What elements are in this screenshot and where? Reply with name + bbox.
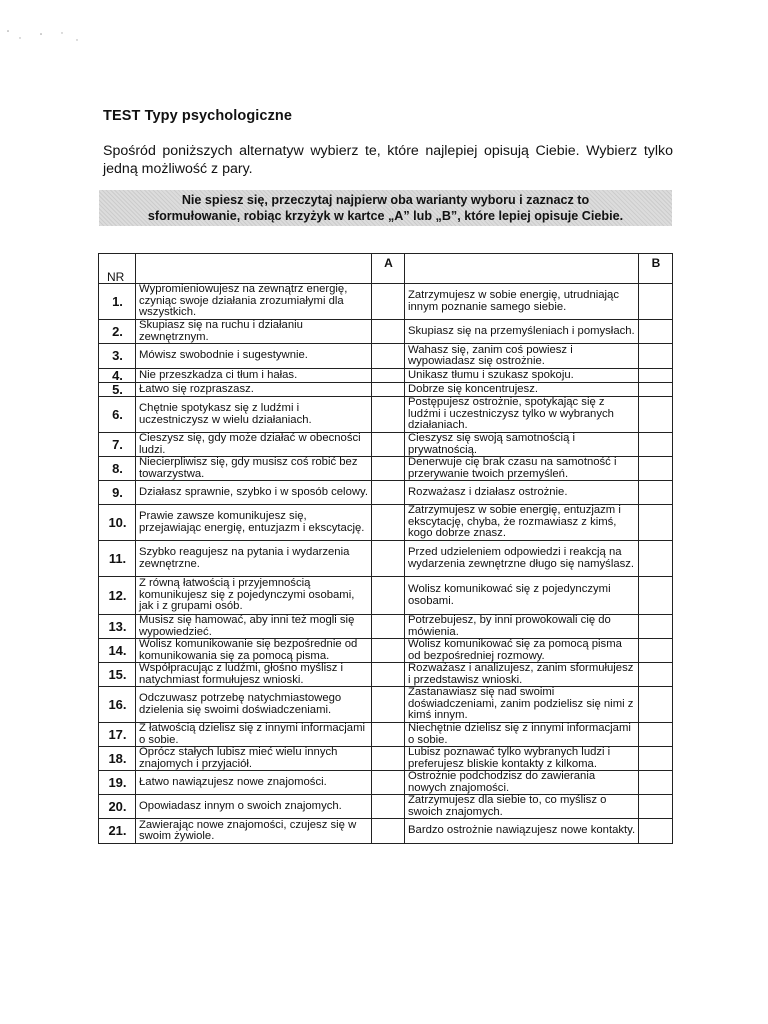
instructions-paragraph: Spośród poniższych alternatyw wybierz te, które najlepiej opisują Ciebie. Wybierz tylko jedną możliwość z pary. xyxy=(103,143,673,177)
row-number: 5. xyxy=(99,383,136,397)
option-b-text: Zatrzymujesz w sobie energię, entuzjazm i ekscytację, chyba, że rozmawiasz z kimś, kogo dobrze znasz. xyxy=(405,505,639,541)
table-row xyxy=(99,383,673,397)
option-a-checkbox[interactable] xyxy=(372,369,405,383)
option-b-text: Lubisz poznawać tylko wybranych ludzi i preferujesz bliskie kontakty z kilkoma. xyxy=(405,747,639,771)
table-row xyxy=(99,481,673,505)
option-a-checkbox[interactable] xyxy=(372,577,405,615)
option-b-checkbox[interactable] xyxy=(639,344,673,369)
option-a-text: Niecierpliwisz się, gdy musisz coś robić bez towarzystwa. xyxy=(136,457,372,481)
option-b-checkbox[interactable] xyxy=(639,615,673,639)
row-number: 14. xyxy=(99,639,136,663)
banner-line-1: Nie spiesz się, przeczytaj najpierw oba warianty wyboru i zaznacz to xyxy=(181,193,590,207)
option-b-text: Wolisz komunikować się za pomocą pisma od bezpośredniej rozmowy. xyxy=(405,639,639,663)
option-a-checkbox[interactable] xyxy=(372,639,405,663)
option-a-text: Łatwo się rozpraszasz. xyxy=(136,383,372,397)
option-b-text: Denerwuje cię brak czasu na samotność i przerywanie twoich przemyśleń. xyxy=(405,457,639,481)
option-a-checkbox[interactable] xyxy=(372,771,405,795)
option-a-checkbox[interactable] xyxy=(372,284,405,320)
table-row xyxy=(99,433,673,457)
option-a-text: Szybko reagujesz na pytania i wydarzenia zewnętrzne. xyxy=(136,541,372,577)
test-table xyxy=(98,253,673,844)
option-b-checkbox[interactable] xyxy=(639,433,673,457)
table-row xyxy=(99,369,673,383)
option-a-checkbox[interactable] xyxy=(372,433,405,457)
table-row xyxy=(99,687,673,723)
table-row xyxy=(99,505,673,541)
option-b-text: Zastanawiasz się nad swoimi doświadczeniami, zanim podzielisz się nimi z kimś innym. xyxy=(405,687,639,723)
table-row xyxy=(99,457,673,481)
option-a-text: Prawie zawsze komunikujesz się, przejawiając energię, entuzjazm i ekscytację. xyxy=(136,505,372,541)
table-row xyxy=(99,397,673,433)
row-number: 4. xyxy=(99,369,136,383)
option-b-text: Wolisz komunikować się z pojedynczymi osobami. xyxy=(405,577,639,615)
table-row xyxy=(99,771,673,795)
option-a-checkbox[interactable] xyxy=(372,541,405,577)
option-b-text: Niechętnie dzielisz się z innymi informacjami o sobie. xyxy=(405,723,639,747)
option-a-text: Działasz sprawnie, szybko i w sposób celowy. xyxy=(136,481,372,505)
header-nr: NR xyxy=(99,254,136,284)
option-b-checkbox[interactable] xyxy=(639,577,673,615)
option-b-checkbox[interactable] xyxy=(639,639,673,663)
row-number: 7. xyxy=(99,433,136,457)
row-number: 21. xyxy=(99,819,136,844)
option-a-text: Łatwo nawiązujesz nowe znajomości. xyxy=(136,771,372,795)
row-number: 1. xyxy=(99,284,136,320)
option-b-text: Unikasz tłumu i szukasz spokoju. xyxy=(405,369,639,383)
option-a-text: Chętnie spotykasz się z ludźmi i uczestniczysz w wielu działaniach. xyxy=(136,397,372,433)
option-b-checkbox[interactable] xyxy=(639,723,673,747)
option-b-checkbox[interactable] xyxy=(639,457,673,481)
option-b-text: Przed udzieleniem odpowiedzi i reakcją na wydarzenia zewnętrzne długo się namyślasz. xyxy=(405,541,639,577)
option-a-text: Cieszysz się, gdy może działać w obecności ludzi. xyxy=(136,433,372,457)
option-a-text: Współpracując z ludźmi, głośno myślisz i natychmiast formułujesz wnioski. xyxy=(136,663,372,687)
row-number: 8. xyxy=(99,457,136,481)
row-number: 10. xyxy=(99,505,136,541)
option-b-text: Wahasz się, zanim coś powiesz i wypowiadasz się ostrożnie. xyxy=(405,344,639,369)
table-header-row xyxy=(99,254,673,284)
option-a-text: Z równą łatwością i przyjemnością komunikujesz się z pojedynczymi osobami, jak i z grupami osób. xyxy=(136,577,372,615)
option-a-text: Z łatwością dzielisz się z innymi informacjami o sobie. xyxy=(136,723,372,747)
option-a-text: Zawierając nowe znajomości, czujesz się w swoim żywiole. xyxy=(136,819,372,844)
row-number: 11. xyxy=(99,541,136,577)
row-number: 15. xyxy=(99,663,136,687)
table-row xyxy=(99,577,673,615)
option-b-checkbox[interactable] xyxy=(639,284,673,320)
instruction-banner xyxy=(99,190,672,226)
option-a-text: Musisz się hamować, aby inni też mogli się wypowiedzieć. xyxy=(136,615,372,639)
option-a-checkbox[interactable] xyxy=(372,795,405,819)
table-row xyxy=(99,795,673,819)
row-number: 13. xyxy=(99,615,136,639)
option-a-checkbox[interactable] xyxy=(372,819,405,844)
option-b-text: Rozważasz i działasz ostrożnie. xyxy=(405,481,639,505)
header-empty-a xyxy=(136,254,372,284)
option-b-checkbox[interactable] xyxy=(639,771,673,795)
option-b-checkbox[interactable] xyxy=(639,369,673,383)
option-b-checkbox[interactable] xyxy=(639,383,673,397)
option-b-checkbox[interactable] xyxy=(639,819,673,844)
row-number: 6. xyxy=(99,397,136,433)
option-a-checkbox[interactable] xyxy=(372,383,405,397)
option-a-checkbox[interactable] xyxy=(372,344,405,369)
option-a-checkbox[interactable] xyxy=(372,615,405,639)
option-a-checkbox[interactable] xyxy=(372,457,405,481)
row-number: 16. xyxy=(99,687,136,723)
table-row xyxy=(99,819,673,844)
header-empty-b xyxy=(405,254,639,284)
row-number: 2. xyxy=(99,320,136,344)
option-b-text: Cieszysz się swoją samotnością i prywatnością. xyxy=(405,433,639,457)
option-b-checkbox[interactable] xyxy=(639,505,673,541)
option-a-checkbox[interactable] xyxy=(372,687,405,723)
option-b-text: Bardzo ostrożnie nawiązujesz nowe kontakty. xyxy=(405,819,639,844)
option-b-text: Postępujesz ostrożnie, spotykając się z ludźmi i uczestniczysz tylko w wybranych działaniach. xyxy=(405,397,639,433)
table-row xyxy=(99,723,673,747)
option-a-checkbox[interactable] xyxy=(372,397,405,433)
option-a-checkbox[interactable] xyxy=(372,320,405,344)
option-b-checkbox[interactable] xyxy=(639,481,673,505)
row-number: 9. xyxy=(99,481,136,505)
option-b-text: Zatrzymujesz w sobie energię, utrudniając innym poznanie samego siebie. xyxy=(405,284,639,320)
option-b-text: Ostrożnie podchodzisz do zawierania nowych znajomości. xyxy=(405,771,639,795)
option-a-checkbox[interactable] xyxy=(372,481,405,505)
option-b-text: Dobrze się koncentrujesz. xyxy=(405,383,639,397)
option-b-text: Zatrzymujesz dla siebie to, co myślisz o swoich znajomych. xyxy=(405,795,639,819)
row-number: 19. xyxy=(99,771,136,795)
row-number: 12. xyxy=(99,577,136,615)
option-a-text: Odczuwasz potrzebę natychmiastowego dzielenia się swoimi doświadczeniami. xyxy=(136,687,372,723)
option-a-checkbox[interactable] xyxy=(372,723,405,747)
header-a: A xyxy=(372,254,405,284)
option-a-text: Mówisz swobodnie i sugestywnie. xyxy=(136,344,372,369)
row-number: 17. xyxy=(99,723,136,747)
option-a-checkbox[interactable] xyxy=(372,663,405,687)
option-a-text: Skupiasz się na ruchu i działaniu zewnętrznym. xyxy=(136,320,372,344)
option-b-checkbox[interactable] xyxy=(639,320,673,344)
option-a-text: Wolisz komunikowanie się bezpośrednie od komunikowania się za pomocą pisma. xyxy=(136,639,372,663)
option-b-checkbox[interactable] xyxy=(639,397,673,433)
row-number: 18. xyxy=(99,747,136,771)
row-number: 20. xyxy=(99,795,136,819)
option-a-text: Opowiadasz innym o swoich znajomych. xyxy=(136,795,372,819)
scan-noise xyxy=(0,0,100,50)
option-a-checkbox[interactable] xyxy=(372,747,405,771)
option-a-text: Wypromieniowujesz na zewnątrz energię, czyniąc swoje działania zrozumiałymi dla wszystkich. xyxy=(136,284,372,320)
banner-line-2: sformułowanie, robiąc krzyżyk w kartce „A” lub „B”, które lepiej opisuje Ciebie. xyxy=(147,209,624,223)
table-row xyxy=(99,747,673,771)
option-b-checkbox[interactable] xyxy=(639,795,673,819)
table-row xyxy=(99,615,673,639)
header-b: B xyxy=(639,254,673,284)
table-row xyxy=(99,663,673,687)
table-row xyxy=(99,344,673,369)
option-a-text: Oprócz stałych lubisz mieć wielu innych znajomych i przyjaciół. xyxy=(136,747,372,771)
table-row xyxy=(99,639,673,663)
option-b-checkbox[interactable] xyxy=(639,663,673,687)
option-b-text: Rozważasz i analizujesz, zanim sformułujesz i przedstawisz wnioski. xyxy=(405,663,639,687)
option-b-text: Skupiasz się na przemyśleniach i pomysłach. xyxy=(405,320,639,344)
option-a-checkbox[interactable] xyxy=(372,505,405,541)
option-b-checkbox[interactable] xyxy=(639,687,673,723)
option-b-checkbox[interactable] xyxy=(639,541,673,577)
option-a-text: Nie przeszkadza ci tłum i hałas. xyxy=(136,369,372,383)
row-number: 3. xyxy=(99,344,136,369)
table-row xyxy=(99,541,673,577)
option-b-text: Potrzebujesz, by inni prowokowali cię do mówienia. xyxy=(405,615,639,639)
option-b-checkbox[interactable] xyxy=(639,747,673,771)
table-row xyxy=(99,284,673,320)
page-title: TEST Typy psychologiczne xyxy=(103,108,293,124)
table-row xyxy=(99,320,673,344)
